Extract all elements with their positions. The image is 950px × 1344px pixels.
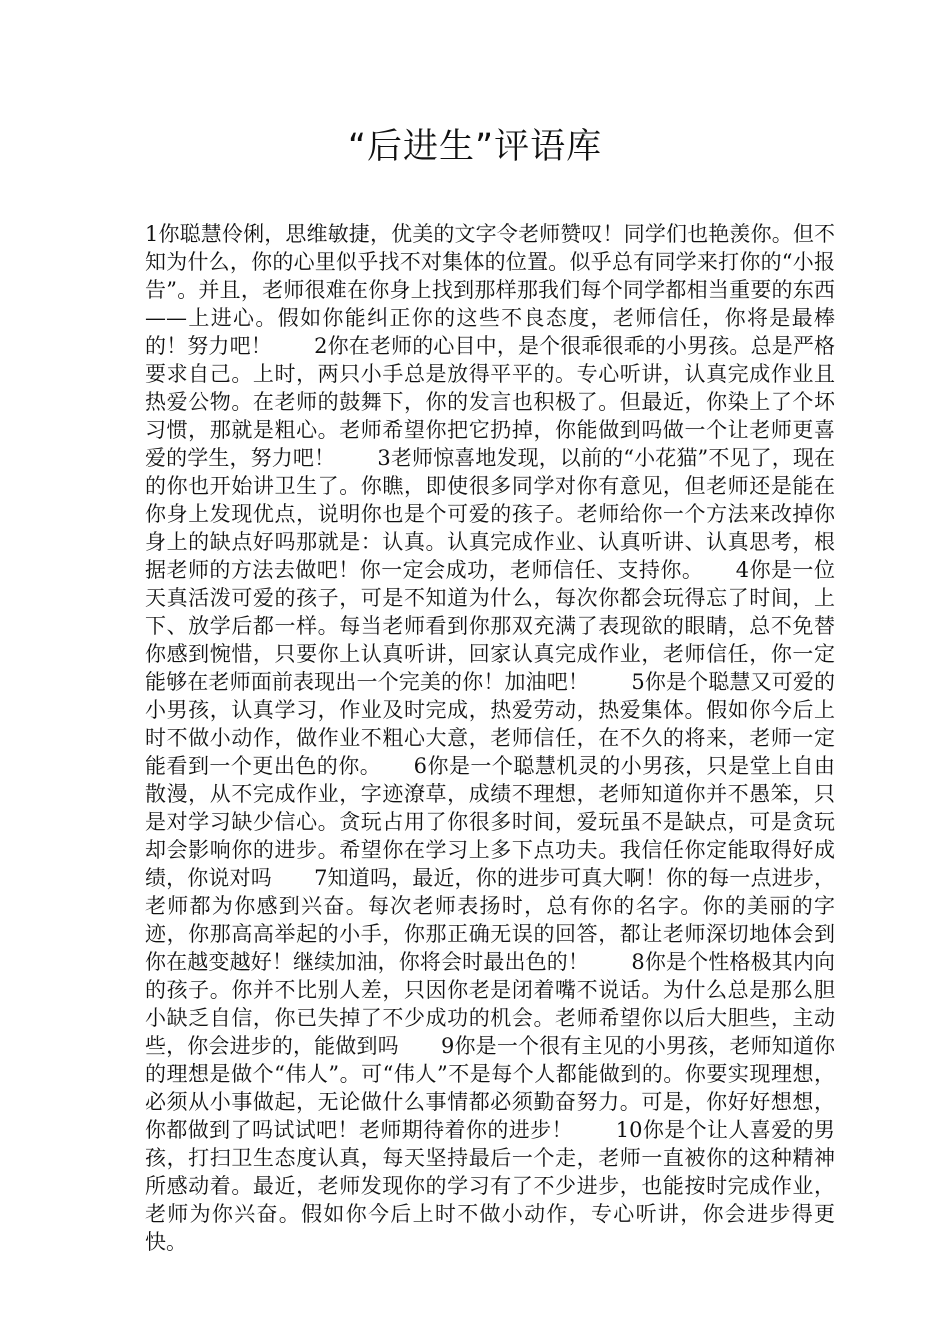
document-title: “后进生”评语库 bbox=[347, 127, 603, 167]
document-body: 1你聪慧伶俐，思维敏捷，优美的文字令老师赞叹！同学们也艳羡你。但不知为什么，你的心里似乎找不对集体的位置。似乎总有同学来打你的“小报告”。并且，老师很难在你身上找到那样那我们每个同学都相当重要的东西——上进心。假如你能纠正你的这些不良态度，老师信任，你将是最棒的！努力吧！ 2你在老师的心目中，是个很乖很乖的小男孩。总是严格要求自己。上时，两只小手总是放得平平的。专心听讲，认真完成作业且热爱公物。在老师的鼓舞下，你的发言也积极了。但最近，你染上了个坏习惯，那就是粗心。老师希望你把它扔掉，你能做到吗做一个让老师更喜爱的学生，努力吧！ 3老师惊喜地发现，以前的“小花猫”不见了，现在的你也开始讲卫生了。你瞧，即使很多同学对你有意见，但老师还是能在你身上发现优点，说明你也是个可爱的孩子。老师给你一个方法来改掉你身上的缺点好吗那就是：认真。认真完成作业、认真听讲、认真思考，根据老师的方法去做吧！你一定会成功，老师信任、支持你。 4你是一位天真活泼可爱的孩子，可是不知道为什么，每次你都会玩得忘了时间，上下、放学后都一样。每当老师看到你那双充满了表现欲的眼睛，总不免替你感到惋惜，只要你上认真听讲，回家认真完成作业，老师信任，你一定能够在老师面前表现出一个完美的你！加油吧！ 5你是个聪慧又可爱的小男孩，认真学习，作业及时完成，热爱劳动，热爱集体。假如你今后上时不做小动作，做作业不粗心大意，老师信任，在不久的将来，老师一定能看到一个更出色的你。 6你是一个聪慧机灵的小男孩，只是堂上自由散漫，从不完成作业，字迹潦草，成绩不理想，老师知道你并不愚笨，只是对学习缺少信心。贪玩占用了你很多时间，爱玩虽不是缺点，可是贪玩却会影响你的进步。希望你在学习上多下点功夫。我信任你定能取得好成绩，你说对吗 7知道吗，最近，你的进步可真大啊！你的每一点进步，老师都为你感到兴奋。每次老师表扬时，总有你的名字。你的美丽的字迹，你那高高举起的小手，你那正确无误的回答，都让老师深切地体会到你在越变越好！继续加油，你将会时最出色的！ 8你是个性格极其内向的孩子。你并不比别人差，只因你老是闭着嘴不说话。为什么总是那么胆小缺乏自信，你已失掉了不少成功的机会。老师希望你以后大胆些，主动些，你会进步的，能做到吗 9你是一个很有主见的小男孩，老师知道你的理想是做个“伟人”。可“伟人”不是每个人都能做到的。你要实现理想，必须从小事做起，无论做什么事情都必须勤奋努力。可是，你好好想想，你都做到了吗试试吧！老师期待着你的进步！ 10你是个让人喜爱的男孩，打扫卫生态度认真，每天坚持最后一个走，老师一直被你的这种精神所感动着。最近，老师发现你的学习有了不少进步，也能按时完成作业，老师为你兴奋。假如你今后上时不做小动作，专心听讲，你会进步得更快。 bbox=[145, 222, 835, 1254]
